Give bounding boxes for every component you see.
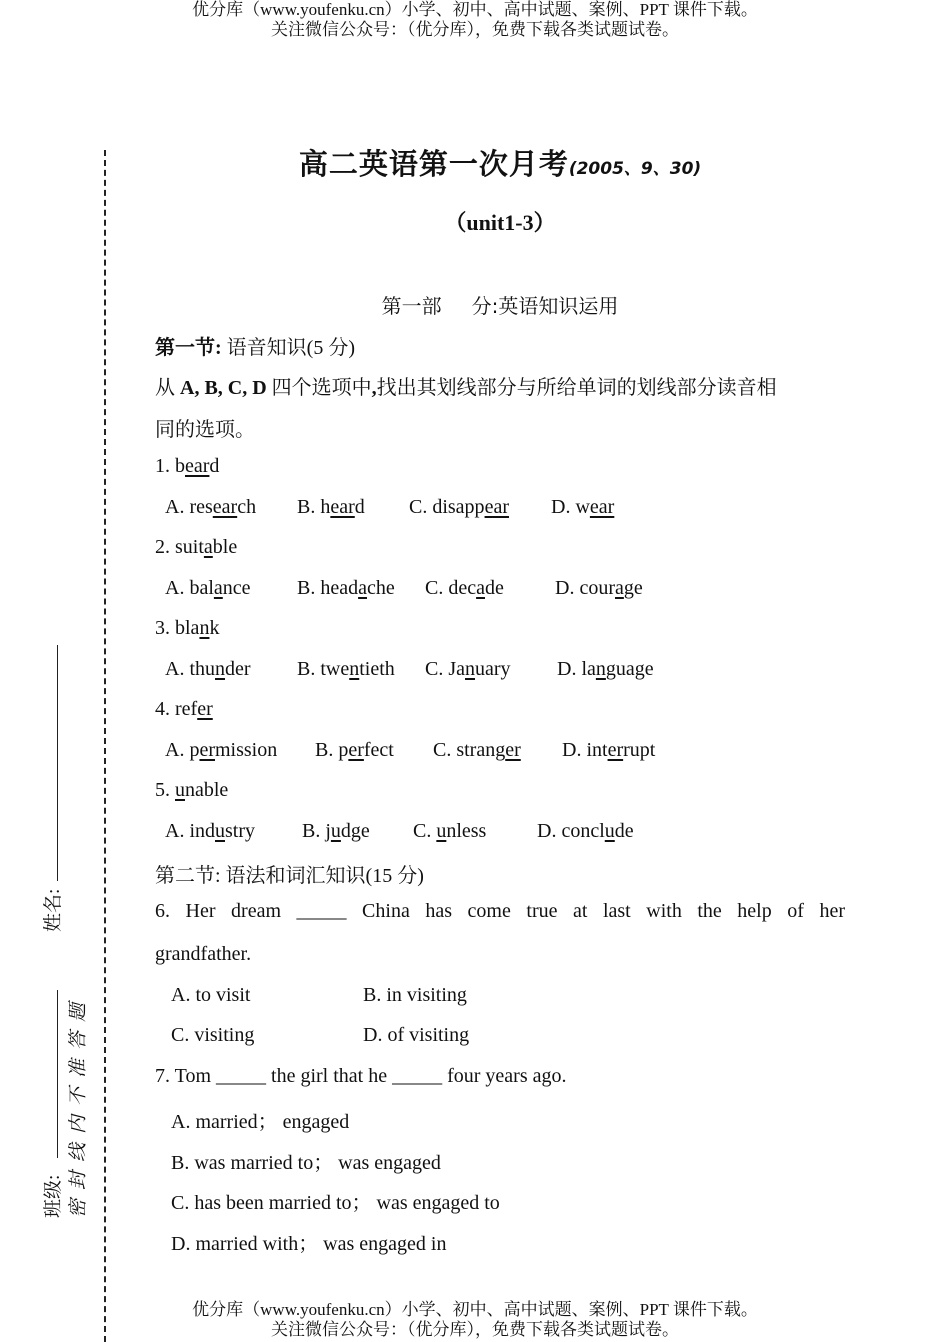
option-b[interactable]: B. headache: [297, 577, 395, 599]
name-label: 姓名:: [43, 888, 64, 932]
option-c[interactable]: C. stranger: [433, 739, 521, 761]
section1-instruction-cont: 同的选项。: [155, 419, 255, 441]
option-c[interactable]: C. visiting: [171, 1024, 255, 1046]
binding-dashed-line: [104, 150, 106, 1342]
option-d[interactable]: D. courage: [555, 577, 643, 599]
class-label: 班级:: [43, 1174, 64, 1218]
option-b[interactable]: B. judge: [302, 820, 370, 842]
option-c[interactable]: C. unless: [413, 820, 487, 842]
option-a[interactable]: A. married； engaged: [171, 1111, 350, 1133]
option-c[interactable]: C. decade: [425, 577, 504, 599]
option-b[interactable]: B. was married to； was engaged: [171, 1152, 441, 1174]
exam-date: (2005、9、30): [568, 159, 702, 179]
name-underline: [57, 645, 58, 881]
option-c[interactable]: C. January: [425, 658, 511, 680]
option-d[interactable]: D. of visiting: [363, 1024, 470, 1046]
question-5-word: 5. unable: [155, 779, 229, 801]
footer-line-1: 优分库（www.youfenku.cn）小学、初中、高中试题、案例、PPT 课件下载。: [192, 1300, 758, 1319]
option-b[interactable]: B. heard: [297, 496, 365, 518]
section1-heading: 第一节: 语音知识(5 分): [155, 337, 355, 359]
question-1-word: 1. beard: [155, 455, 220, 477]
seal-notice: 密封线内不准答题: [68, 993, 89, 1218]
option-a[interactable]: A. research: [165, 496, 257, 518]
option-b[interactable]: B. in visiting: [363, 984, 467, 1006]
option-a[interactable]: A. industry: [165, 820, 255, 842]
question-3-word: 3. blank: [155, 617, 220, 639]
section2-heading: 第二节: 语法和词汇知识(15 分): [155, 865, 424, 887]
section1-instruction: 从 A, B, C, D 四个选项中,找出其划线部分与所给单词的划线部分读音相: [155, 377, 777, 399]
footer-line-2: 关注微信公众号：（优分库），免费下载各类试题试卷。: [271, 1320, 679, 1339]
option-a[interactable]: A. permission: [165, 739, 278, 761]
question-6-stem: 6. Her dream _____ China has come true at last with the help of her: [155, 900, 845, 922]
option-d[interactable]: D. wear: [551, 496, 615, 518]
option-b[interactable]: B. perfect: [315, 739, 394, 761]
header-line-2: 关注微信公众号：（优分库），免费下载各类试题试卷。: [271, 20, 679, 39]
exam-subtitle: （unit1-3）: [444, 210, 556, 235]
option-d[interactable]: D. married with； was engaged in: [171, 1233, 447, 1255]
option-a[interactable]: A. balance: [165, 577, 251, 599]
option-b[interactable]: B. twentieth: [297, 658, 395, 680]
option-a[interactable]: A. thunder: [165, 658, 251, 680]
option-c[interactable]: C. disappear: [409, 496, 509, 518]
header-line-1: 优分库（www.youfenku.cn）小学、初中、高中试题、案例、PPT 课件下载。: [192, 0, 758, 19]
option-d[interactable]: D. language: [557, 658, 654, 680]
question-6-stem-cont: grandfather.: [155, 943, 252, 965]
option-a[interactable]: A. to visit: [171, 984, 251, 1006]
question-7-stem: 7. Tom _____ the girl that he _____ four years ago.: [155, 1065, 567, 1087]
option-c[interactable]: C. has been married to； was engaged to: [171, 1192, 500, 1214]
option-d[interactable]: D. interrupt: [562, 739, 656, 761]
part-one-heading: 第一部 分:英语知识运用: [381, 294, 619, 318]
exam-title: 高二英语第一次月考(2005、9、30): [298, 147, 702, 181]
question-4-word: 4. refer: [155, 698, 213, 720]
class-underline: [57, 990, 58, 1158]
option-d[interactable]: D. conclude: [537, 820, 634, 842]
question-2-word: 2. suitable: [155, 536, 238, 558]
